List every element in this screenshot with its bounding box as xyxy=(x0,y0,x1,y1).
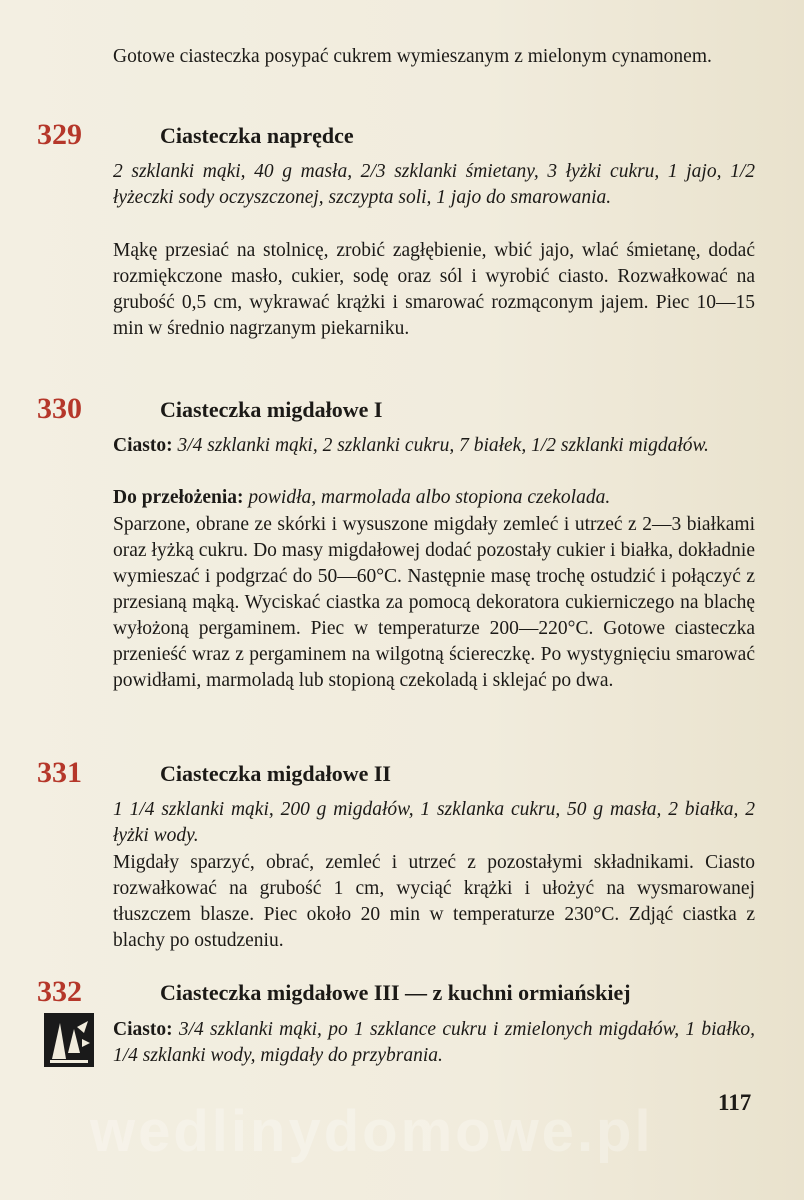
recipe-filling-330 xyxy=(113,485,755,511)
recipe-dough-332 xyxy=(113,1017,755,1069)
page-number: 117 xyxy=(718,1090,752,1115)
armenian-cuisine-icon xyxy=(44,1013,94,1067)
recipe-title-329: Ciasteczka naprędce xyxy=(160,123,354,148)
filling-text: powidła, marmolada albo stopiona czekolada. xyxy=(248,487,611,508)
dough-label: Ciasto: xyxy=(113,1019,173,1040)
dough-text: 3/4 szklanki mąki, 2 szklanki cukru, 7 białek, 1/2 szklanki migdałów. xyxy=(177,435,709,456)
recipe-ingredients-329: 2 szklanki mąki, 40 g masła, 2/3 szklanki śmietany, 3 łyżki cukru, 1 jajo, 1/2 łyżeczki sody oczyszczonej, szczypta soli, 1 jajo do smarowania. xyxy=(113,161,755,208)
recipe-title-331: Ciasteczka migdałowe II xyxy=(160,761,391,786)
recipe-method-331: Migdały sparzyć, obrać, zemleć i utrzeć z pozostałymi składnikami. Ciasto rozwałkować na grubość 1 cm, wyciąć krążki i ułożyć na wysmarowanej tłuszczem blasze. Piec około 20 min w temperaturze 230°C. Zdjąć ciastka z blachy po ostudzeniu. xyxy=(113,852,755,951)
recipe-number-330: 330 xyxy=(37,392,82,425)
recipe-title-332: Ciasteczka migdałowe III — z kuchni ormiańskiej xyxy=(160,980,631,1005)
recipe-title-330: Ciasteczka migdałowe I xyxy=(160,397,383,422)
filling-label: Do przełożenia: xyxy=(113,487,244,508)
armenian-cuisine-icon-graphic xyxy=(44,1013,94,1067)
recipe-number-329: 329 xyxy=(37,118,82,151)
dough-text: 3/4 szklanki mąki, po 1 szklance cukru i zmielonych migdałów, 1 białko, 1/4 szklanki wody, migdały do przybrania. xyxy=(113,1019,755,1066)
intro-paragraph: Gotowe ciasteczka posypać cukrem wymieszanym z mielonym cynamonem. xyxy=(113,46,712,67)
dough-label: Ciasto: xyxy=(113,435,173,456)
watermark: wedlinydomowe.pl xyxy=(90,1099,654,1164)
recipe-ingredients-331: 1 1/4 szklanki mąki, 200 g migdałów, 1 szklanka cukru, 50 g masła, 2 białka, 2 łyżki wody. xyxy=(113,799,755,846)
recipe-dough-330 xyxy=(113,433,755,459)
recipe-method-330: Sparzone, obrane ze skórki i wysuszone migdały zemleć i utrzeć z 2—3 białkami oraz łyżką cukru. Do masy migdałowej dodać pozostały cukier i białka, dokładnie wymieszać i podgrzać do 50—60°C. Następnie masę trochę ostudzić i połączyć z przesianą mąką. Wyciskać ciastka za pomocą dekoratora cukierniczego na blachę wyłożoną pergaminem. Piec w temperaturze 200—220°C. Gotowe ciasteczka przenieść wraz z pergaminem na wilgotną ściereczkę. Po wystygnięciu smarować powidłami, marmoladą lub stopioną czekoladą i sklejać po dwa. xyxy=(113,514,755,691)
recipe-method-329: Mąkę przesiać na stolnicę, zrobić zagłębienie, wbić jajo, wlać śmietanę, dodać rozmiękczone masło, cukier, sodę oraz sól i wyrobić ciasto. Rozwałkować na grubość 0,5 cm, wykrawać krążki i smarować rozmąconym jajem. Piec 10—15 min w średnio nagrzanym piekarniku. xyxy=(113,240,755,339)
recipe-number-331: 331 xyxy=(37,756,82,789)
recipe-number-332: 332 xyxy=(37,975,82,1008)
